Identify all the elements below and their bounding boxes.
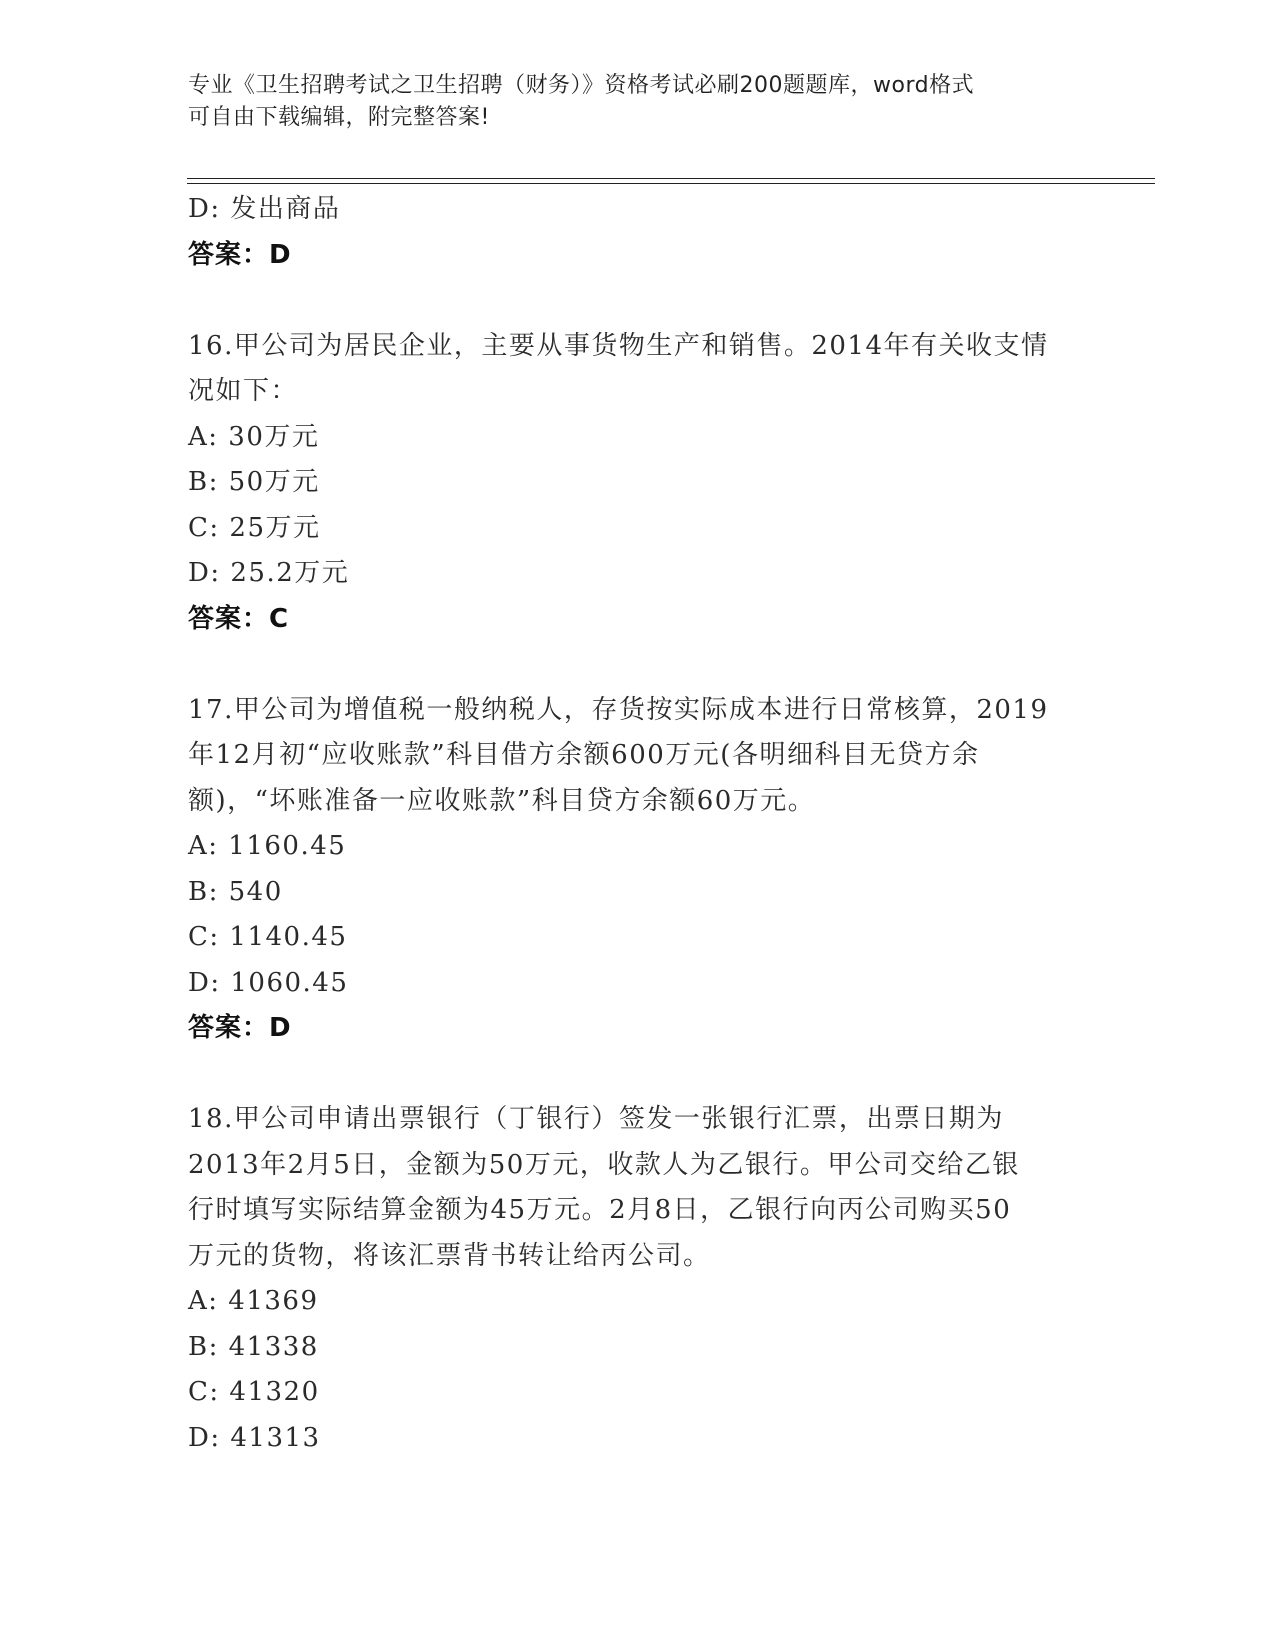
question-17 [188,688,1108,1052]
q16-stem-line-2: 况如下： [188,376,299,406]
q16-option-a: A: 30万元 [188,421,320,452]
spacer [188,278,1108,324]
question-list [188,187,1108,1461]
q17-stem-line-1: 17.甲公司为增值税一般纳税人，存货按实际成本进行日常核算，2019 [188,694,1049,725]
q15-option-d: D: 发出商品 [188,194,341,224]
q16-option-d: D: 25.2万元 [188,558,350,588]
q15-answer: 答案：D [188,239,292,270]
q16-answer: 答案：C [188,603,290,634]
question-16 [188,324,1108,643]
q16-stem-line-1: 16.甲公司为居民企业，主要从事货物生产和销售。2014年有关收支情 [188,330,1049,361]
q17-option-a: A: 1160.45 [188,831,347,861]
q17-stem-line-2: 年12月初“应收账款”科目借方余额600万元(各明细科目无贷方余 [188,740,980,770]
q17-answer: 答案：D [188,1013,292,1043]
q18-option-a: A: 41369 [188,1286,319,1316]
header-title-line-2: 可自由下载编辑，附完整答案! [188,105,490,130]
header-divider-bottom [187,183,1155,184]
q18-option-c: C: 41320 [188,1377,320,1407]
q18-stem-line-2: 2013年2月5日，金额为50万元，收款人为乙银行。甲公司交给乙银 [188,1149,1020,1180]
spacer [188,642,1108,688]
q17-option-d: D: 1060.45 [188,967,349,998]
q17-option-b: B: 540 [188,876,283,907]
q18-option-d: D: 41313 [188,1422,321,1453]
q16-option-b: B: 50万元 [188,467,320,497]
q18-stem-line-4: 万元的货物，将该汇票背书转让给丙公司。 [188,1240,711,1271]
spacer [188,1052,1108,1098]
header-divider-top [187,178,1155,179]
q17-option-c: C: 1140.45 [188,922,348,952]
q18-option-b: B: 41338 [188,1331,319,1362]
q17-stem-line-3: 额)，“坏账准备一应收账款”科目贷方余额60万元。 [188,785,816,816]
q18-stem-line-3: 行时填写实际结算金额为45万元。2月8日，乙银行向丙公司购买50 [188,1195,1012,1225]
question-15-tail [188,187,1108,278]
q18-stem-line-1: 18.甲公司申请出票银行（丁银行）签发一张银行汇票，出票日期为 [188,1104,1004,1134]
question-18 [188,1097,1108,1461]
header-title-line-1: 专业《卫生招聘考试之卫生招聘（财务）》资格考试必刷200题题库，word格式 [188,73,975,98]
q16-option-c: C: 25万元 [188,512,321,543]
page-header [188,70,1088,134]
